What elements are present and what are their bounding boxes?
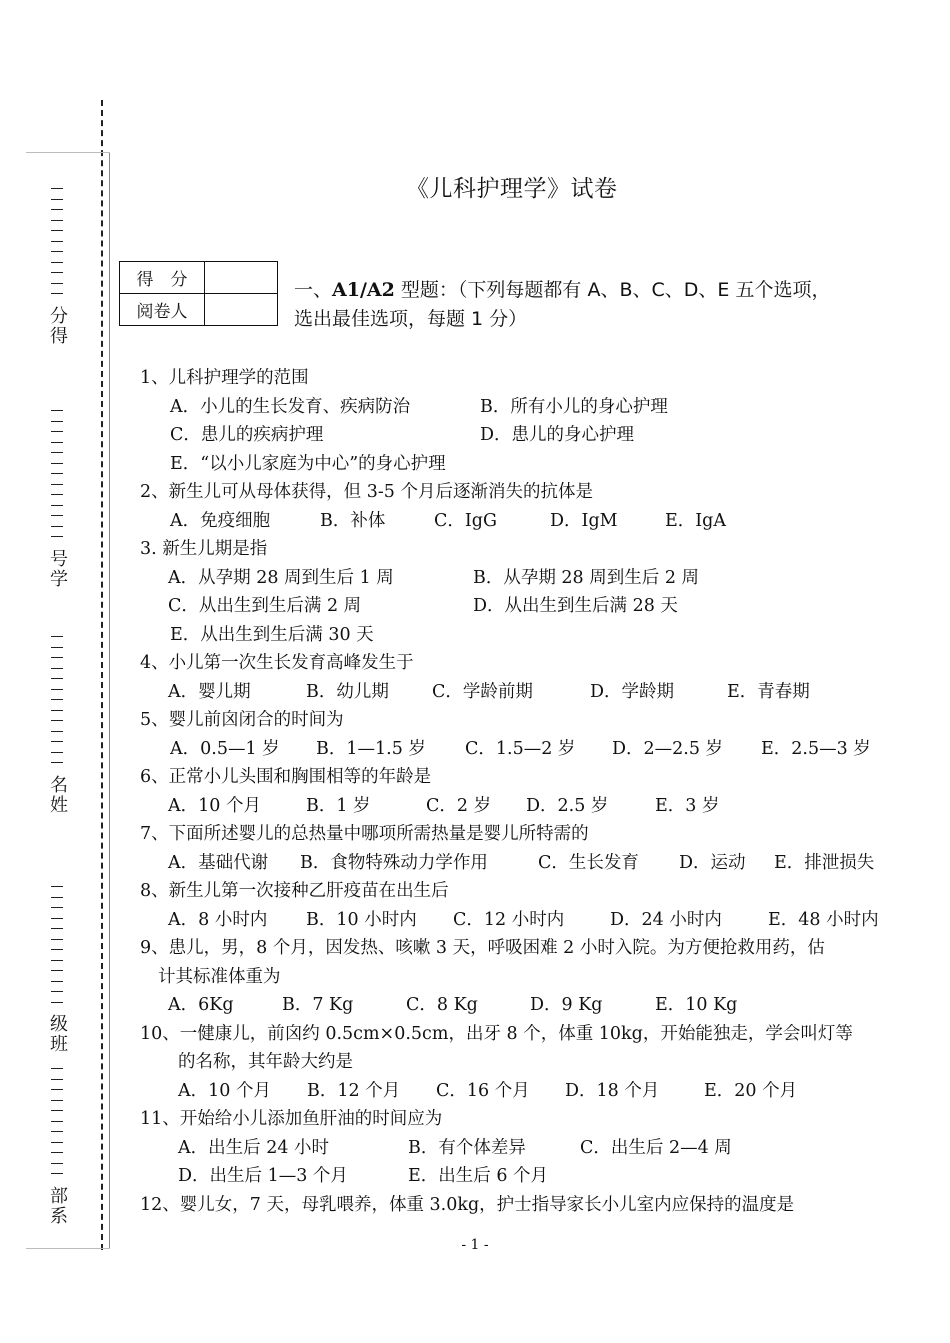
question-list [140,364,900,1219]
answer-option[interactable]: B．1 岁 [306,795,371,816]
answer-option[interactable]: C．8 Kg [406,995,478,1015]
answer-option[interactable]: E．48 小时内 [768,909,879,930]
question-stem-continued: 的名称，其年龄大约是 [178,1052,353,1072]
option-row [140,393,900,422]
answer-option[interactable]: E．“以小儿家庭为中心”的身心护理 [170,453,446,474]
answer-option[interactable]: A．6Kg [168,995,234,1015]
option-row [140,735,900,764]
question-stem: 4、小儿第一次生长发育高峰发生于 [140,653,414,673]
answer-option[interactable]: A．从孕期 28 周到生后 1 周 [168,567,394,588]
cut-line [101,100,103,1250]
option-row [140,849,900,878]
answer-option[interactable]: B．所有小儿的身心护理 [480,396,668,417]
answer-option[interactable]: B．从孕期 28 周到生后 2 周 [473,567,700,588]
answer-option[interactable]: C．出生后 2—4 周 [580,1137,732,1158]
answer-option[interactable]: E．20 个月 [704,1080,798,1101]
answer-option[interactable]: D．9 Kg [530,995,603,1015]
option-row [140,1134,900,1163]
answer-option[interactable]: E．青春期 [727,681,810,702]
question-stem: 1、儿科护理学的范围 [140,368,309,388]
binding-label: 号学 [47,548,68,589]
score-table [119,261,278,326]
binding-label: 名姓 [47,774,68,815]
answer-option[interactable]: E．从出生到生后满 30 天 [170,624,374,645]
grader-cell[interactable] [205,294,278,326]
answer-option[interactable]: D．出生后 1—3 个月 [178,1166,348,1186]
answer-option[interactable]: D．IgM [550,510,618,531]
binding-label: 级班 [47,1014,68,1054]
question-stem: 7、下面所述婴儿的总热量中哪项所需热量是婴儿所特需的 [140,824,589,844]
answer-option[interactable]: D．运动 [679,852,746,873]
answer-option[interactable]: C．12 小时内 [453,909,565,930]
answer-option[interactable]: B．1—1.5 岁 [316,738,426,759]
answer-option[interactable]: C．1.5—2 岁 [465,738,576,759]
binding-field-name[interactable] [40,636,74,815]
binding-field-student-id[interactable] [40,410,74,589]
answer-option[interactable]: E．出生后 6 个月 [408,1166,549,1186]
binding-field-department[interactable] [40,1068,74,1226]
answer-option[interactable]: A．免疫细胞 [170,510,271,531]
question-stem: 6、正常小儿头围和胸围相等的年龄是 [140,767,432,787]
answer-option[interactable]: B．12 个月 [307,1080,401,1101]
answer-option[interactable]: A．8 小时内 [168,909,268,930]
binding-border-top [26,152,110,153]
answer-option[interactable]: B．补体 [320,510,386,531]
answer-option[interactable]: D．患儿的身心护理 [480,425,635,445]
option-row [140,792,900,821]
answer-option[interactable]: D．24 小时内 [610,909,722,930]
binding-field-score[interactable] [40,188,74,346]
option-row [140,621,900,650]
question-stem: 9、患儿，男，8 个月，因发热、咳嗽 3 天，呼吸困难 2 小时入院。为方便抢救用药，估 [140,938,825,958]
question-stem: 2、新生儿可从母体获得，但 3-5 个月后逐渐消失的抗体是 [140,482,593,502]
binding-margin [0,0,120,1343]
answer-option[interactable]: A．出生后 24 小时 [178,1137,330,1158]
section-instructions: 型题：（下列每题都有 A、B、C、D、E 五个选项， [394,279,831,301]
answer-option[interactable]: E．3 岁 [655,795,720,816]
answer-option[interactable]: C．生长发育 [538,852,639,873]
option-row [140,906,900,935]
option-row [140,450,900,479]
question-stem: 10、一健康儿，前囟约 0.5cm×0.5cm，出牙 8 个，体重 10kg，开始能独走，学会叫灯等 [140,1023,853,1044]
option-row [140,991,900,1020]
option-row [140,678,900,707]
option-row [140,1162,900,1191]
answer-option[interactable]: B．10 小时内 [306,909,417,930]
question-stem: 8、新生儿第一次接种乙肝疫苗在出生后 [140,881,449,901]
option-row [140,592,900,621]
answer-option[interactable]: E．10 Kg [655,995,738,1015]
answer-option[interactable]: C．2 岁 [426,795,492,816]
answer-option[interactable]: A．婴儿期 [168,681,251,702]
answer-option[interactable]: B．食物特殊动力学作用 [300,852,488,873]
section-instructions-2: 选出最佳选项，每题 1 分） [294,308,528,330]
answer-option[interactable]: A．10 个月 [168,795,261,816]
answer-option[interactable]: E．排泄损失 [774,852,875,873]
answer-option[interactable]: D．2.5 岁 [526,795,609,816]
answer-option[interactable]: E．IgA [665,510,727,531]
question-stem: 3. 新生儿期是指 [140,539,268,559]
section-heading [294,276,894,334]
answer-option[interactable]: A．0.5—1 岁 [170,738,280,759]
answer-option[interactable]: C．从出生到生后满 2 周 [168,596,362,616]
binding-label: 分得 [47,305,68,346]
section-prefix: 一、 [294,279,333,301]
answer-option[interactable]: D．18 个月 [565,1080,660,1101]
question-stem: 11、开始给小儿添加鱼肝油的时间应为 [140,1109,443,1129]
answer-option[interactable]: B．有个体差异 [408,1137,526,1158]
answer-option[interactable]: C．IgG [434,510,497,531]
grader-label: 阅卷人 [120,294,205,326]
answer-option[interactable]: D．2—2.5 岁 [612,738,724,759]
answer-option[interactable]: D．学龄期 [590,681,675,702]
answer-option[interactable]: C．学龄前期 [432,681,533,702]
answer-option[interactable]: E．2.5—3 岁 [761,738,871,759]
option-row [140,421,900,450]
binding-label: 部系 [47,1185,68,1226]
answer-option[interactable]: A．小儿的生长发育、疾病防治 [170,396,411,417]
option-row [140,564,900,593]
answer-option[interactable]: D．从出生到生后满 28 天 [473,596,678,616]
score-label: 得 分 [120,262,205,294]
section-type: A1/A2 [332,279,395,301]
answer-option[interactable]: C．患儿的疾病护理 [170,425,324,445]
question-stem: 5、婴儿前囟闭合的时间为 [140,710,344,730]
answer-option[interactable]: C．16 个月 [436,1080,530,1101]
exam-title: 《儿科护理学》试卷 [406,176,618,202]
question-stem: 12、婴儿女，7 天，母乳喂养，体重 3.0kg，护士指导家长小儿室内应保持的温度是 [140,1194,795,1215]
binding-border [109,152,110,1248]
option-row [140,507,900,536]
binding-field-class[interactable] [40,886,74,1054]
answer-option[interactable]: A．基础代谢 [168,852,269,873]
option-row [140,1077,900,1106]
score-cell[interactable] [205,262,278,294]
answer-option[interactable]: A．10 个月 [178,1080,271,1101]
answer-option[interactable]: B．幼儿期 [306,681,389,702]
answer-option[interactable]: B．7 Kg [282,995,354,1015]
page-number: - 1 - [461,1237,489,1253]
question-stem-continued: 计其标准体重为 [158,966,281,987]
